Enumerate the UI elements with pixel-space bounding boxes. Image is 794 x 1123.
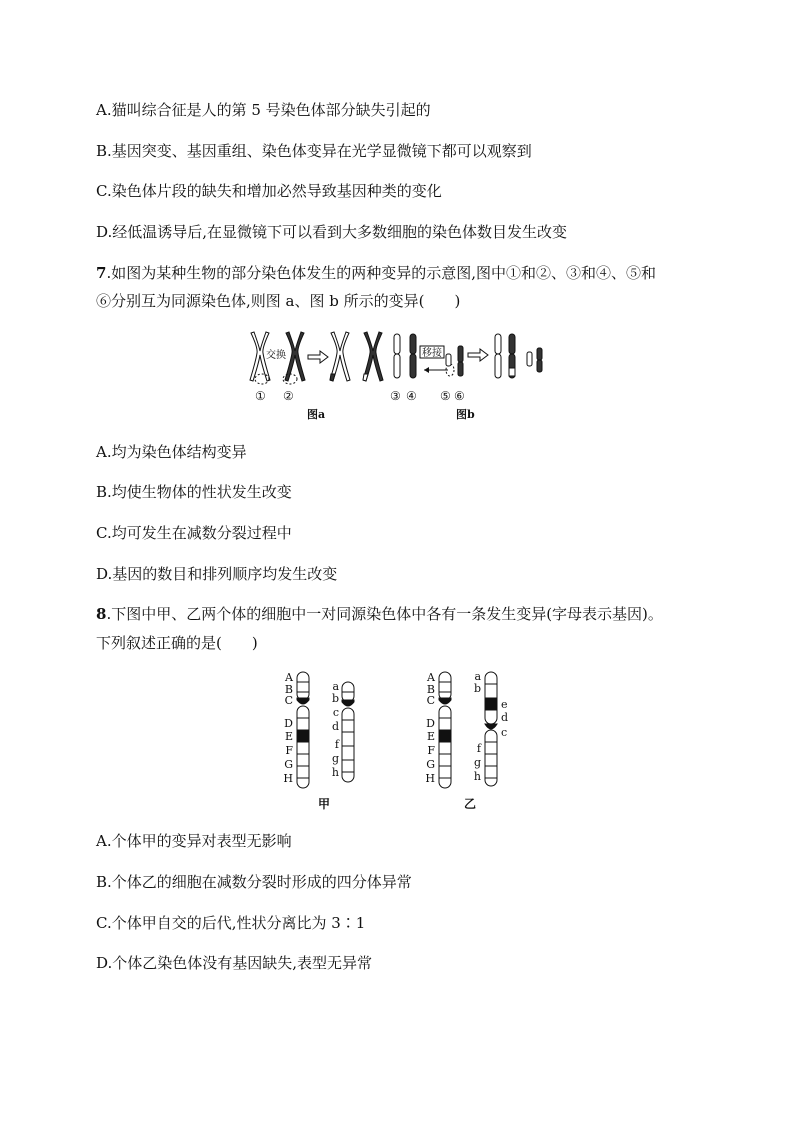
jia-lower-chromosome: [342, 682, 354, 782]
label-n1: ①: [255, 389, 266, 403]
yi-upper-chromosome: [439, 672, 451, 788]
caption-figure-a: 图a: [307, 408, 326, 421]
gene-label: h: [331, 766, 339, 779]
q8-stem-text: .下图中甲、乙两个体的细胞中一对同源染色体中各有一条发生变异(字母表示基因)。: [106, 605, 663, 623]
q6-option-c: C.染色体片段的缺失和增加必然导致基因种类的变化: [96, 182, 442, 200]
gene-label: f: [334, 738, 339, 751]
gene-label: A: [285, 671, 293, 684]
label-n2: ②: [283, 389, 294, 403]
gene-label: g: [473, 756, 481, 769]
gene-label: c: [501, 726, 508, 739]
caption-figure-b: 图b: [456, 408, 475, 421]
gene-label: B: [284, 683, 293, 696]
q8-stem-line2: 下列叙述正确的是( ): [96, 634, 258, 652]
result-chromosome-4: [509, 334, 515, 378]
label-n3: ③: [390, 389, 401, 403]
gene-label: G: [284, 758, 293, 771]
label-n5: ⑤: [440, 389, 451, 403]
q6-option-d: D.经低温诱导后,在显微镜下可以看到大多数细胞的染色体数目发生改变: [96, 223, 568, 241]
q7-option-a: A.均为染色体结构变异: [96, 443, 247, 461]
arrow-icon-2: [468, 349, 488, 361]
yi-lower-left-gene-labels: [474, 670, 482, 783]
q7-stem-text: .如图为某种生物的部分染色体发生的两种变异的示意图,图中①和②、③和④、⑤和: [106, 264, 656, 282]
q7-stem-line1: [96, 263, 656, 283]
caption-jia: 甲: [318, 797, 331, 811]
gene-label: H: [283, 772, 293, 785]
gene-label: D: [426, 717, 435, 730]
label-n4: ④: [406, 389, 417, 403]
gene-label: F: [427, 744, 435, 757]
gene-label: h: [473, 770, 481, 783]
yi-lower-right-gene-labels: [501, 698, 508, 739]
q7-option-c: C.均可发生在减数分裂过程中: [96, 524, 292, 542]
q8-stem-line1: [96, 604, 663, 624]
chromosome-6: [458, 346, 463, 376]
label-translocate: 移接: [422, 348, 442, 359]
result-chromosome-5: [527, 352, 532, 366]
jia-lower-gene-labels: [332, 680, 340, 779]
gene-label: D: [284, 717, 293, 730]
label-exchange: 交换: [266, 350, 286, 361]
chromosome-3: [394, 334, 400, 378]
yi-lower-chromosome: [485, 672, 497, 786]
arrow-icon: [308, 351, 328, 363]
q7-option-d: D.基因的数目和排列顺序均发生改变: [96, 565, 338, 583]
gene-label: e: [501, 698, 508, 711]
gene-label: b: [473, 682, 481, 695]
jia-upper-chromosome: [297, 672, 309, 788]
gene-label: F: [285, 744, 293, 757]
q8-option-c: C.个体甲自交的后代,性状分离比为 3∶1: [96, 914, 366, 932]
gene-label: b: [331, 692, 339, 705]
q6-option-a: A.猫叫综合征是人的第 5 号染色体部分缺失引起的: [96, 101, 431, 119]
chromosome-5: [446, 354, 451, 366]
gene-label: E: [426, 730, 435, 743]
q8-option-a: A.个体甲的变异对表型无影响: [96, 832, 292, 850]
gene-label: E: [284, 730, 293, 743]
q7-number: 7: [96, 264, 107, 282]
q7-figure: [240, 328, 560, 424]
gene-label: B: [426, 683, 435, 696]
chromosome-4: [410, 334, 416, 378]
q7-option-b: B.均使生物体的性状发生改变: [96, 483, 292, 501]
q6-option-b: B.基因突变、基因重组、染色体变异在光学显微镜下都可以观察到: [96, 142, 532, 160]
label-n6: ⑥: [454, 389, 465, 403]
gene-label: a: [332, 680, 339, 693]
gene-label: d: [501, 711, 509, 724]
gene-label: G: [426, 758, 435, 771]
chromosome-2: [285, 332, 305, 381]
q8-option-b: B.个体乙的细胞在减数分裂时形成的四分体异常: [96, 873, 412, 891]
q8-number: 8: [96, 605, 107, 623]
gene-label: g: [331, 752, 339, 765]
gene-label: C: [284, 694, 293, 707]
gene-label: C: [426, 694, 435, 707]
q7-stem-line2: ⑥分别互为同源染色体,则图 a、图 b 所示的变异( ): [96, 292, 461, 310]
yi-upper-gene-labels: [425, 671, 436, 785]
gene-label: a: [474, 670, 481, 683]
gene-label: A: [427, 671, 435, 684]
caption-yi: 乙: [464, 797, 477, 811]
gene-label: c: [332, 706, 339, 719]
jia-upper-gene-labels: [283, 671, 294, 785]
recombined-chromosome-2: [363, 332, 383, 381]
gene-label: H: [425, 772, 435, 785]
gene-label: f: [476, 742, 481, 755]
gene-label: d: [331, 720, 339, 733]
result-chromosome-6: [537, 348, 542, 372]
result-chromosome-3: [495, 334, 501, 378]
q8-option-d: D.个体乙染色体没有基因缺失,表型无异常: [96, 954, 373, 972]
recombined-chromosome-1: [330, 332, 350, 381]
q8-figure: [280, 670, 520, 815]
